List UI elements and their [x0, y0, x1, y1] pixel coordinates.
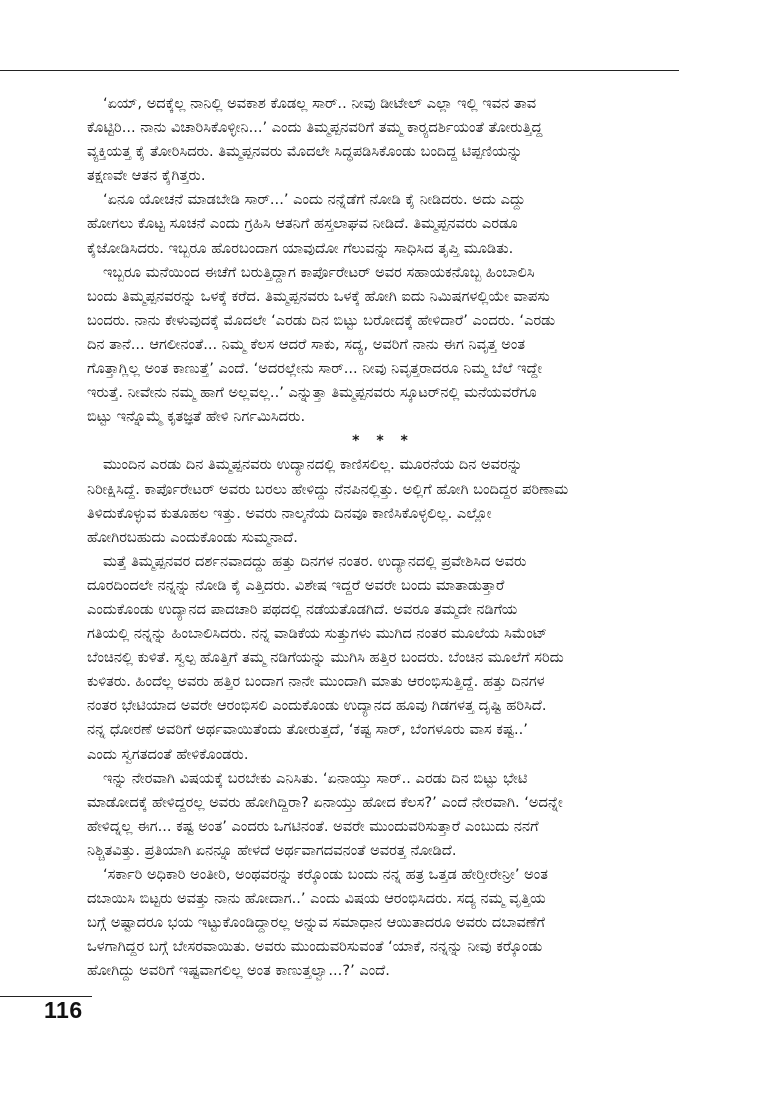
text-line: ಗೊತ್ತಾಗ್ಲಿಲ್ಲ ಅಂತ ಕಾಣುತ್ತೆ’ ಎಂದೆ. ‘ಅದರಲ್ಲೇನು ಸಾರ್... ನೀವು ನಿವೃತ್ತರಾದರೂ ನಿಮ್ಮ ಬೆಲೆ ಇದ್ದೇ: [87, 360, 543, 378]
text-line: ಗತಿಯಲ್ಲಿ ನನ್ನನ್ನು ಹಿಂಬಾಲಿಸಿದರು. ನನ್ನ ವಾಡಿಕೆಯ ಸುತ್ತುಗಳು ಮುಗಿದ ನಂತರ ಮೂಲೆಯ ಸಿಮೆಂಟ್: [87, 625, 548, 643]
text-line: ಬಿಟ್ಟು ಇನ್ನೊಮ್ಮೆ ಕೃತಜ್ಞತೆ ಹೇಳಿ ನಿರ್ಗಮಿಸಿದರು.: [87, 408, 306, 426]
text-line: ನನ್ನ ಧೋರಣೆ ಅವರಿಗೆ ಅರ್ಥವಾಯಿತೆಂದು ತೋರುತ್ತದೆ, ‘ಕಷ್ಟ ಸಾರ್, ಬೆಂಗಳೂರು ವಾಸ ಕಷ್ಟ..’: [87, 721, 528, 739]
text-line: ಇರುತ್ತೆ. ನೀವೇನು ನಮ್ಮ ಹಾಗೆ ಅಲ್ಲವಲ್ಲ..’ ಎನ್ನುತ್ತಾ ತಿಮ್ಮಪ್ಪನವರು ಸ್ಕೂಟರ್‌ನಲ್ಲಿ ಮನೆಯವರೆಗೂ: [87, 384, 537, 402]
body-text: [87, 92, 679, 983]
section-separator: * * *: [352, 433, 414, 450]
text-line: ಬೆಂಚಿನಲ್ಲಿ ಕುಳಿತೆ. ಸ್ವಲ್ಪ ಹೊತ್ತಿಗೆ ತಮ್ಮ ನಡಿಗೆಯನ್ನು ಮುಗಿಸಿ ಹತ್ತಿರ ಬಂದರು. ಬೆಂಚಿನ ಮೂಲೆಗೆ ಸರಿದು: [87, 649, 564, 667]
text-line: ದೂರದಿಂದಲೇ ನನ್ನನ್ನು ನೋಡಿ ಕೈ ಎತ್ತಿದರು. ವಿಶೇಷ ಇದ್ದರೆ ಅವರೇ ಬಂದು ಮಾತಾಡುತ್ತಾರೆ: [87, 576, 505, 594]
text-line: ಇನ್ನು ನೇರವಾಗಿ ವಿಷಯಕ್ಕೆ ಬರಬೇಕು ಎನಿಸಿತು. ‘ಏನಾಯ್ತು ಸಾರ್.. ಎರಡು ದಿನ ಬಿಟ್ಟು ಭೇಟಿ: [103, 769, 528, 787]
page-number: 116: [44, 997, 83, 1023]
text-line: ನಂತರ ಭೇಟಿಯಾದ ಅವರೇ ಆರಂಭಿಸಲಿ ಎಂದುಕೊಂಡು ಉದ್ಯಾನದ ಹೂವು ಗಿಡಗಳತ್ತ ದೃಷ್ಟಿ ಹರಿಸಿದೆ.: [87, 697, 547, 715]
text-line: ತಿಳಿದುಕೊಳ್ಳುವ ಕುತೂಹಲ ಇತ್ತು. ಅವರು ನಾಲ್ಕನೆಯ ದಿನವೂ ಕಾಣಿಸಿಕೊಳ್ಳಲಿಲ್ಲ. ಎಲ್ಲೋ: [87, 504, 492, 522]
text-line: ಕೈಜೋಡಿಸಿದರು. ಇಬ್ಬರೂ ಹೊರಬಂದಾಗ ಯಾವುದೋ ಗೆಲುವನ್ನು ಸಾಧಿಸಿದ ತೃಪ್ತಿ ಮೂಡಿತು.: [87, 239, 514, 257]
text-line: ‘ಏಯ್, ಅದಕ್ಕೆಲ್ಲ ನಾನಿಲ್ಲಿ ಅವಕಾಶ ಕೊಡಲ್ಲ ಸಾರ್.. ನೀವು ಡೀಟೇಲ್ ಎಲ್ಲಾ ಇಲ್ಲಿ ಇವನ ತಾವ: [103, 95, 537, 112]
text-line: ಒಳಗಾಗಿದ್ದರ ಬಗ್ಗೆ ಬೇಸರವಾಯಿತು. ಅವರು ಮುಂದುವರಿಸುವಂತೆ ‘ಯಾಕೆ, ನನ್ನನ್ನು ನೀವು ಕರ್‍ಕೊಂಡು: [87, 938, 543, 956]
text-line: ಎಂದು ಸ್ವಗತದಂತೆ ಹೇಳಿಕೊಂಡರು.: [87, 745, 249, 763]
text-line: ಬಂದು ತಿಮ್ಮಪ್ಪನವರನ್ನು ಒಳಕ್ಕೆ ಕರೆದ. ತಿಮ್ಮಪ್ಪನವರು ಒಳಕ್ಕೆ ಹೋಗಿ ಐದು ನಿಮಿಷಗಳಲ್ಲಿಯೇ ವಾಪಸು: [87, 287, 550, 305]
text-line: ನಿರೀಕ್ಷಿಸಿದ್ದೆ. ಕಾರ್ಪೊರೇಟರ್ ಅವರು ಬರಲು ಹೇಳಿದ್ದು ನೆನಪಿನಲ್ಲಿತ್ತು. ಅಲ್ಲಿಗೆ ಹೋಗಿ ಬಂದಿದ್ದರ ಪರಿಣಾಮ: [87, 480, 569, 498]
text-line: ಬಗ್ಗೆ ಅಷ್ಟಾದರೂ ಭಯ ಇಟ್ಟುಕೊಂಡಿದ್ದಾರಲ್ಲ ಅನ್ನುವ ಸಮಾಧಾನ ಆಯಿತಾದರೂ ಅವರು ದಬಾವಣೆಗೆ: [87, 914, 545, 932]
text-line: ಕುಳಿತರು. ಹಿಂದೆಲ್ಲ ಅವರು ಹತ್ತಿರ ಬಂದಾಗ ನಾನೇ ಮುಂದಾಗಿ ಮಾತು ಆರಂಭಿಸುತ್ತಿದ್ದೆ. ಹತ್ತು ದಿನಗಳ: [87, 673, 545, 691]
text-line: ‘ಏನೂ ಯೋಚನೆ ಮಾಡಬೇಡಿ ಸಾರ್...’ ಎಂದು ನನ್ನೆಡೆಗೆ ನೋಡಿ ಕೈ ನೀಡಿದರು. ಅದು ಎದ್ದು: [103, 191, 526, 209]
text-line: ಮತ್ತೆ ತಿಮ್ಮಪ್ಪನವರ ದರ್ಶನವಾದದ್ದು ಹತ್ತು ದಿನಗಳ ನಂತರ. ಉದ್ಯಾನದಲ್ಲಿ ಪ್ರವೇಶಿಸಿದ ಅವರು: [103, 552, 527, 570]
text-line: ದಿನ ತಾನೆ... ಆಗಲೀನಂತೆ... ನಿಮ್ಮ ಕೆಲಸ ಆದರೆ ಸಾಕು, ಸದ್ಯ, ಅವರಿಗೆ ನಾನು ಈಗ ನಿವೃತ್ತ ಅಂತ: [87, 335, 526, 353]
text-line: ‘ಸರ್ಕಾರಿ ಅಧಿಕಾರಿ ಅಂತೀರಿ, ಅಂಥವರನ್ನು ಕರ್‍ಕೊಂಡು ಬಂದು ನನ್ನ ಹತ್ರ ಒತ್ತಡ ಹೇರ್‍ತೀರೇನ್ರೀ’ ಅಂತ: [103, 866, 548, 883]
text-line: ಕೊಟ್ಟಿರಿ... ನಾನು ವಿಚಾರಿಸಿಕೊಳ್ಳೀನಿ...’ ಎಂದು ತಿಮ್ಮಪ್ಪನವರಿಗೆ ತಮ್ಮ ಕಾರ್‍ಯದರ್ಶಿಯಂತೆ ತೋರುತ್ತಿದ್ದ: [87, 119, 543, 137]
text-line: ವ್ಯಕ್ತಿಯತ್ತ ಕೈ ತೋರಿಸಿದರು. ತಿಮ್ಮಪ್ಪನವರು ಮೊದಲೇ ಸಿದ್ಧಪಡಿಸಿಕೊಂಡು ಬಂದಿದ್ದ ಟಿಪ್ಪಣಿಯನ್ನು: [87, 143, 523, 161]
text-line: ಇಬ್ಬರೂ ಮನೆಯಿಂದ ಈಚೆಗೆ ಬರುತ್ತಿದ್ದಾಗ ಕಾರ್ಪೊರೇಟರ್ ಅವರ ಸಹಾಯಕನೊಬ್ಬ ಹಿಂಬಾಲಿಸಿ: [103, 263, 535, 281]
text-line: ಹೇಳಿದ್ನಲ್ಲ ಈಗ... ಕಷ್ಟ ಅಂತ’ ಎಂದರು ಒಗಟಿನಂತೆ. ಅವರೇ ಮುಂದುವರಿಸುತ್ತಾರೆ ಎಂಬುದು ನನಗೆ: [87, 817, 539, 835]
header-rule: [0, 70, 679, 71]
text-line: ಮುಂದಿನ ಎರಡು ದಿನ ತಿಮ್ಮಪ್ಪನವರು ಉದ್ಯಾನದಲ್ಲಿ ಕಾಣಿಸಲಿಲ್ಲ. ಮೂರನೆಯ ದಿನ ಅವರನ್ನು: [103, 456, 523, 474]
text-line: ಬಂದರು. ನಾನು ಕೇಳುವುದಕ್ಕೆ ಮೊದಲೇ ‘ಎರಡು ದಿನ ಬಿಟ್ಟು ಬರೋದಕ್ಕೆ ಹೇಳಿದಾರೆ’ ಎಂದರು. ‘ಎರಡು: [87, 311, 556, 329]
text-line: ಮಾಡೋದಕ್ಕೆ ಹೇಳಿದ್ದರಲ್ಲ ಅವರು ಹೋಗಿದ್ದಿರಾ? ಏನಾಯ್ತು ಹೋದ ಕೆಲಸ?’ ಎಂದೆ ನೇರವಾಗಿ. ‘ಅದನ್ನೇ: [87, 793, 563, 811]
text-line: ಹೋಗಲು ಕೊಟ್ಟ ಸೂಚನೆ ಎಂದು ಗ್ರಹಿಸಿ ಆತನಿಗೆ ಹಸ್ತಲಾಘವ ನೀಡಿದೆ. ತಿಮ್ಮಪ್ಪನವರು ಎರಡೂ: [87, 215, 518, 233]
text-line: ದಬಾಯಿಸಿ ಬಿಟ್ಟರು ಅವತ್ತು ನಾನು ಹೋದಾಗ..’ ಎಂದು ವಿಷಯ ಆರಂಭಿಸಿದರು. ಸದ್ಯ ನಮ್ಮ ವೃತ್ತಿಯ: [87, 890, 546, 908]
text-line: ತಕ್ಷಣವೇ ಆತನ ಕೈಗಿತ್ತರು.: [87, 167, 206, 185]
text-line: ನಿಶ್ಚಿತವಿತ್ತು. ಪ್ರತಿಯಾಗಿ ಏನನ್ನೂ ಹೇಳದೆ ಅರ್ಥವಾಗದವನಂತೆ ಅವರತ್ತ ನೋಡಿದೆ.: [87, 841, 457, 859]
text-line: ಹೋಗಿದ್ದು ಅವರಿಗೆ ಇಷ್ಟವಾಗಲಿಲ್ಲ ಅಂತ ಕಾಣುತ್ತಲ್ವಾ...?’ ಎಂದೆ.: [87, 962, 390, 980]
text-line: ಹೋಗಿರಬಹುದು ಎಂದುಕೊಂಡು ಸುಮ್ಮನಾದೆ.: [87, 528, 298, 546]
text-line: ಎಂದುಕೊಂಡು ಉದ್ಯಾನದ ಪಾದಚಾರಿ ಪಥದಲ್ಲಿ ನಡೆಯತೊಡಗಿದೆ. ಅವರೂ ತಮ್ಮದೇ ನಡಿಗೆಯ: [87, 600, 518, 618]
